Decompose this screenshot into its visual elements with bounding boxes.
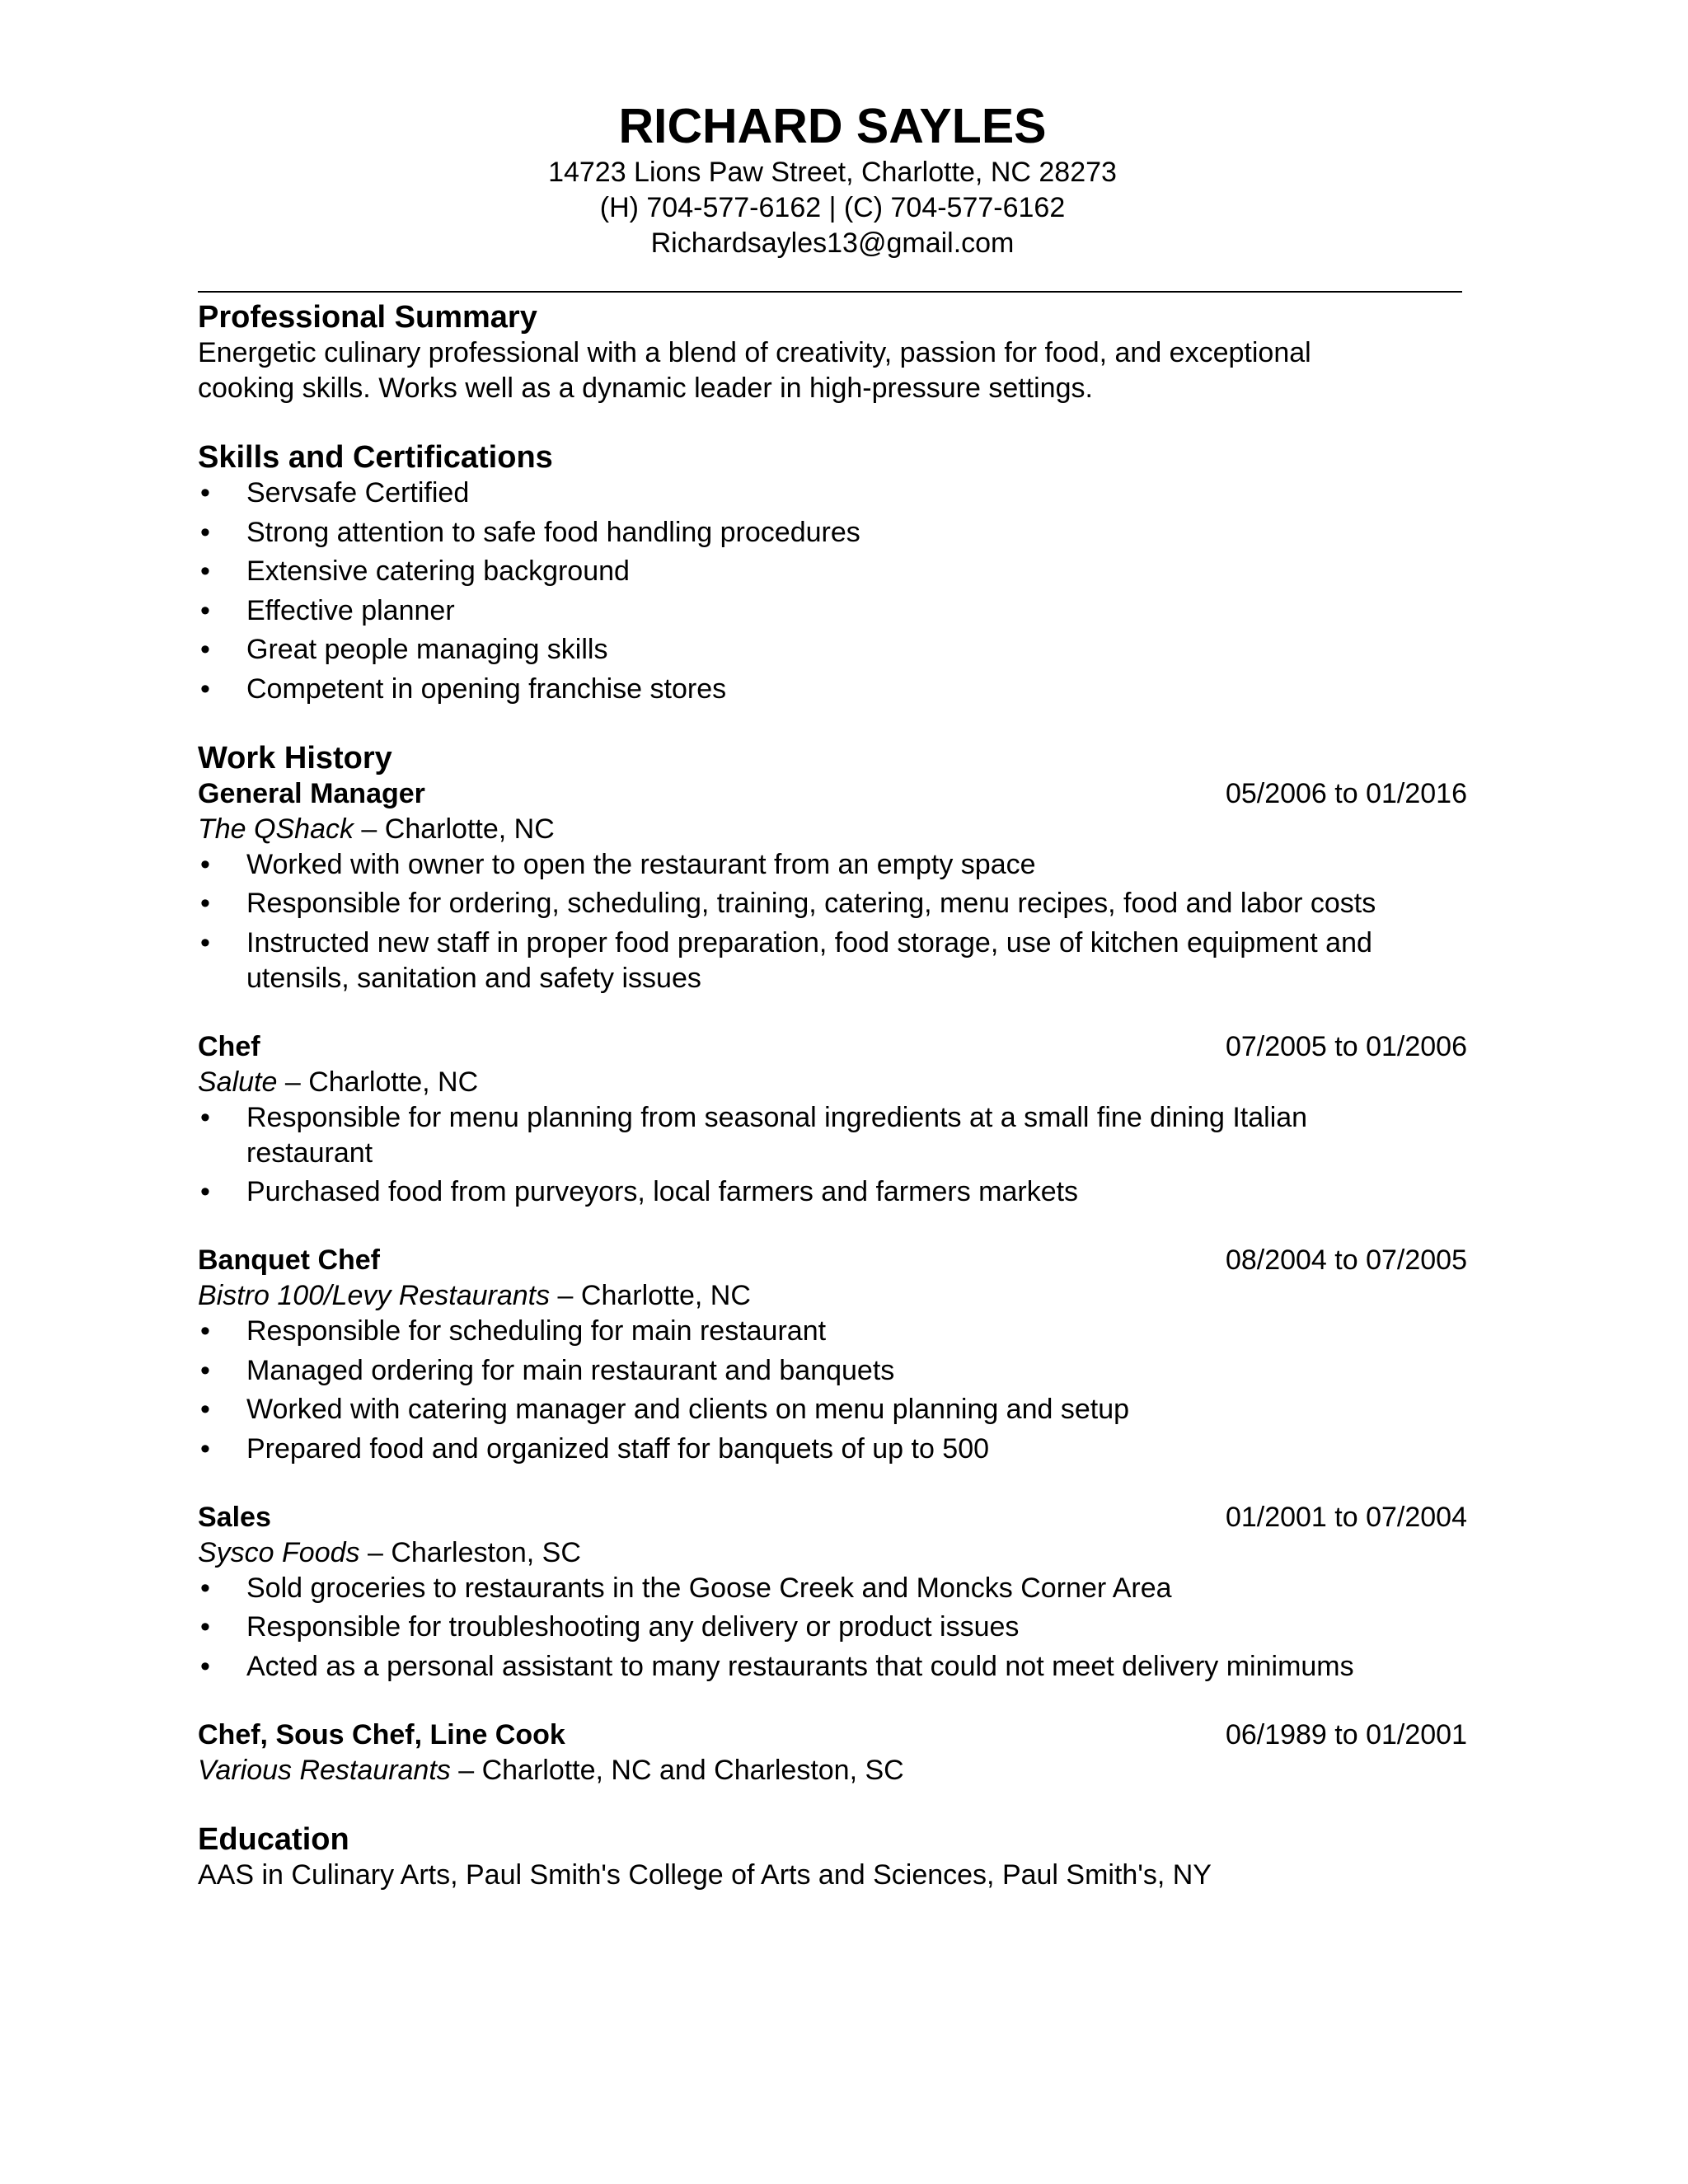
resume-page (198, 0, 1467, 1893)
skill-text: Strong attention to safe food handling procedures (246, 516, 860, 548)
duty-text: Purchased food from purveyors, local farmers and farmers markets (246, 1176, 1079, 1207)
resume-header (198, 0, 1467, 261)
skill-item (198, 632, 1467, 668)
job-duties (198, 1571, 1467, 1685)
job-header (198, 776, 1467, 812)
address: 14723 Lions Paw Street, Charlotte, NC 28273 (548, 157, 1117, 188)
skill-text: Extensive catering background (246, 555, 630, 587)
job-employer (198, 1753, 1467, 1788)
duty-text: utensils, sanitation and safety issues (246, 962, 701, 994)
employer-name: Bistro 100/Levy Restaurants (198, 1280, 551, 1311)
job-dates: 05/2006 to 01/2016 (1225, 777, 1467, 809)
job-title: Chef (198, 1030, 260, 1062)
employer-location: – Charlotte, NC (353, 813, 555, 845)
bullet-icon: • (200, 1101, 210, 1133)
email-address: Richardsayles13@gmail.com (650, 227, 1015, 259)
job-duties (198, 1100, 1467, 1211)
duty-item (198, 1649, 1467, 1685)
header-divider (198, 291, 1462, 293)
job-title: Sales (198, 1501, 271, 1533)
employer-name: The QShack (198, 813, 354, 845)
bullet-icon: • (200, 594, 210, 626)
summary-line: cooking skills. Works well as a dynamic leader in high-pressure settings. (198, 373, 1093, 404)
job-dates: 08/2004 to 07/2005 (1225, 1244, 1467, 1276)
bullet-icon: • (200, 848, 210, 880)
job-header (198, 1243, 1467, 1278)
skill-text: Servsafe Certified (246, 477, 470, 509)
duty-item (198, 1100, 1467, 1136)
job-dates: 01/2001 to 07/2004 (1225, 1501, 1467, 1533)
job-dates: 07/2005 to 01/2006 (1225, 1030, 1467, 1062)
duty-item (198, 886, 1467, 921)
section-title-skills: Skills and Certifications (198, 440, 553, 475)
duty-text: Responsible for troubleshooting any delivery or product issues (246, 1611, 1020, 1643)
skill-text: Effective planner (246, 594, 455, 626)
employer-name: Various Restaurants (198, 1754, 451, 1786)
job-entry (198, 1243, 1467, 1467)
duty-text: Sold groceries to restaurants in the Goose Creek and Moncks Corner Area (246, 1572, 1172, 1604)
phone-numbers: (H) 704-577-6162 | (C) 704-577-6162 (599, 192, 1066, 223)
skill-text: Competent in opening franchise stores (246, 673, 727, 705)
section-title-education: Education (198, 1821, 349, 1857)
employer-location: – Charlotte, NC (277, 1066, 479, 1098)
duty-item (198, 1174, 1467, 1210)
duty-item (198, 1610, 1467, 1645)
bullet-icon: • (200, 477, 210, 509)
job-title: Banquet Chef (198, 1244, 380, 1276)
duty-text: Worked with catering manager and clients on menu planning and setup (246, 1394, 1130, 1425)
bullet-icon: • (200, 888, 210, 919)
duty-text: restaurant (246, 1137, 373, 1169)
job-title: General Manager (198, 777, 425, 809)
bullet-icon: • (200, 516, 210, 548)
duty-item (198, 1314, 1467, 1349)
job-title: Chef, Sous Chef, Line Cook (198, 1718, 565, 1750)
duty-text: Managed ordering for main restaurant and banquets (246, 1354, 895, 1386)
section-title-summary: Professional Summary (198, 300, 537, 335)
bullet-icon: • (200, 1394, 210, 1425)
bullet-icon: • (200, 634, 210, 665)
job-header (198, 1500, 1467, 1535)
duty-text: Worked with owner to open the restaurant from an empty space (246, 848, 1036, 880)
summary-line: Energetic culinary professional with a blend of creativity, passion for food, and exceptional (198, 337, 1311, 368)
duty-item-continued (198, 1136, 1467, 1171)
duty-text: Responsible for scheduling for main restaurant (246, 1315, 827, 1347)
duty-item (198, 1432, 1467, 1467)
bullet-icon: • (200, 1572, 210, 1604)
duty-item (198, 847, 1467, 883)
bullet-icon: • (200, 926, 210, 958)
employer-name: Salute (198, 1066, 278, 1098)
job-header (198, 1029, 1467, 1065)
bullet-icon: • (200, 1650, 210, 1682)
duty-item (198, 1392, 1467, 1427)
duty-text: Responsible for menu planning from seasonal ingredients at a small fine dining Italian (246, 1101, 1308, 1133)
bullet-icon: • (200, 1432, 210, 1465)
skills-list (198, 476, 1467, 707)
duty-text: Instructed new staff in proper food preparation, food storage, use of kitchen equipment and (246, 926, 1372, 958)
employer-name: Sysco Foods (198, 1536, 360, 1568)
bullet-icon: • (200, 1176, 210, 1207)
candidate-name: RICHARD SAYLES (618, 99, 1047, 153)
job-header (198, 1718, 1467, 1753)
bullet-icon: • (200, 1315, 210, 1347)
duty-item (198, 1571, 1467, 1606)
job-duties (198, 1314, 1467, 1467)
job-entry (198, 1029, 1467, 1211)
job-entry (198, 776, 1467, 996)
job-employer (198, 1278, 1467, 1314)
employer-location: – Charlotte, NC and Charleston, SC (450, 1754, 904, 1786)
bullet-icon: • (200, 673, 210, 705)
duty-item (198, 926, 1467, 961)
duty-item (198, 1353, 1467, 1389)
duty-text: Acted as a personal assistant to many restaurants that could not meet delivery minimums (246, 1650, 1354, 1682)
job-employer (198, 1065, 1467, 1100)
duty-text: Responsible for ordering, scheduling, training, catering, menu recipes, food and labor costs (246, 888, 1376, 919)
section-title-work: Work History (198, 740, 392, 776)
skill-item (198, 515, 1467, 551)
employer-location: – Charlotte, NC (550, 1280, 751, 1311)
skill-item (198, 554, 1467, 589)
job-dates: 06/1989 to 01/2001 (1225, 1718, 1467, 1750)
bullet-icon: • (200, 1354, 210, 1386)
job-employer (198, 812, 1467, 847)
bullet-icon: • (200, 1611, 210, 1643)
job-entry (198, 1500, 1467, 1685)
bullet-icon: • (200, 555, 210, 587)
skill-item (198, 476, 1467, 511)
duty-item-continued (198, 961, 1467, 996)
job-duties (198, 847, 1467, 996)
skill-text: Great people managing skills (246, 634, 608, 665)
duty-text: Prepared food and organized staff for banquets of up to 500 (246, 1432, 990, 1465)
education-entry: AAS in Culinary Arts, Paul Smith's College of Arts and Sciences, Paul Smith's, NY (198, 1858, 1212, 1891)
job-employer (198, 1535, 1467, 1571)
skill-item (198, 593, 1467, 629)
employer-location: – Charleston, SC (359, 1536, 581, 1568)
skill-item (198, 672, 1467, 707)
job-entry (198, 1718, 1467, 1788)
